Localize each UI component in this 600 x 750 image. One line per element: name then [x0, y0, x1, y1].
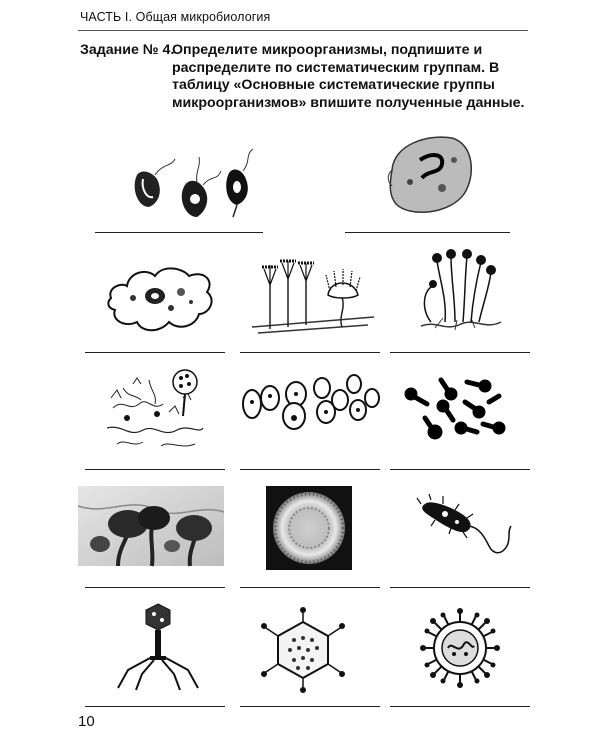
answer-line: [95, 232, 263, 233]
illustration-mold-mycelium: [103, 368, 208, 453]
illustration-vibrio: [415, 492, 515, 562]
illustration-amoeba: [103, 258, 218, 338]
answer-line: [390, 352, 530, 353]
answer-line: [85, 352, 225, 353]
answer-line: [240, 706, 380, 707]
illustration-penicillium-aspergillus: [248, 255, 378, 340]
illustration-ciliate: [380, 130, 480, 220]
illustration-enveloped-virus: [420, 608, 500, 688]
answer-line: [390, 706, 530, 707]
illustration-mucor: [415, 248, 505, 338]
answer-line: [85, 706, 225, 707]
illustration-fungi-photo: [78, 486, 224, 566]
running-header: ЧАСТЬ I. Общая микробиология: [80, 10, 271, 24]
illustration-bacteriophage: [108, 600, 208, 690]
answer-line: [85, 469, 225, 470]
answer-line: [85, 587, 225, 588]
illustration-colony-photo: [266, 486, 352, 570]
task-block: [80, 42, 550, 112]
page-number: 10: [78, 713, 95, 730]
task-label: Задание № 4.: [80, 42, 175, 58]
answer-line: [240, 352, 380, 353]
illustration-flagellates: [125, 145, 265, 225]
task-text: Определите микроорганизмы, подпишите и распределите по систематическим группам. В таблицу «Основные систематические группы микроорганизмов» впишите полученные данные.: [172, 42, 525, 111]
illustration-yeast: [240, 370, 380, 440]
illustration-adenovirus: [258, 610, 348, 690]
answer-line: [390, 469, 530, 470]
answer-line: [240, 587, 380, 588]
header-rule: [78, 30, 528, 31]
answer-line: [240, 469, 380, 470]
illustration-bacilli: [405, 372, 505, 450]
answer-line: [390, 587, 530, 588]
answer-line: [345, 232, 510, 233]
